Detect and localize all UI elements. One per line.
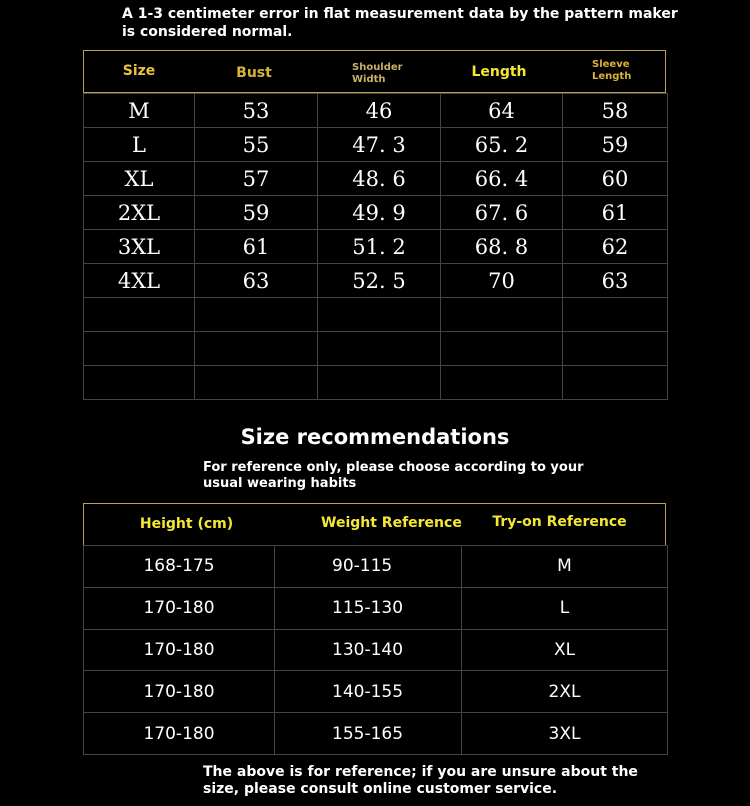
table-cell [563,298,668,332]
table-row [84,629,668,671]
header-bust: Bust [236,65,272,81]
table-cell: 53 [195,94,318,128]
table-cell: 51. 2 [318,230,441,264]
header-weight: Weight Reference [321,515,462,531]
table-cell: 58 [563,94,668,128]
table-cell [195,298,318,332]
table-cell: 61 [563,196,668,230]
table-cell: 3XL [84,230,195,264]
header-tryon: Try-on Reference [492,514,627,530]
table-row [84,366,668,400]
table-cell [441,298,563,332]
table-cell: 49. 9 [318,196,441,230]
recommendations-title: Size recommendations [240,425,510,449]
table-cell: 66. 4 [441,162,563,196]
table-cell [195,332,318,366]
table-cell: 61 [195,230,318,264]
table-cell: 62 [563,230,668,264]
table-cell: L [84,128,195,162]
table-cell: 155-165 [275,713,462,755]
table-cell [84,332,195,366]
table-cell [563,332,668,366]
size-chart-table [83,93,668,400]
table-cell: L [462,587,668,629]
recommendation-table-header [83,503,666,546]
table-row [84,332,668,366]
table-cell: 65. 2 [441,128,563,162]
table-cell [441,332,563,366]
table-cell: 55 [195,128,318,162]
table-cell: 63 [195,264,318,298]
table-cell [84,366,195,400]
bottom-note: The above is for reference; if you are unsure about the size, please consult online customer service. [203,764,638,797]
table-cell [318,332,441,366]
table-cell [318,298,441,332]
size-table-header [83,50,666,93]
table-row [84,196,668,230]
table-cell [195,366,318,400]
table-cell [563,366,668,400]
table-row [84,162,668,196]
table-cell: 70 [441,264,563,298]
table-cell: 170-180 [84,629,275,671]
table-cell: 59 [563,128,668,162]
table-row [84,671,668,713]
table-row [84,546,668,588]
measurement-error-note: A 1-3 centimeter error in flat measurement data by the pattern maker is considered normal. [122,6,678,40]
table-row [84,128,668,162]
header-size: Size [122,63,156,79]
table-row [84,230,668,264]
table-cell: 170-180 [84,671,275,713]
table-cell: 4XL [84,264,195,298]
table-row [84,713,668,755]
table-row [84,587,668,629]
header-shoulder-width: Shoulder Width [352,62,403,85]
table-cell: 130-140 [275,629,462,671]
table-cell: 60 [563,162,668,196]
table-cell: 170-180 [84,713,275,755]
table-row [84,94,668,128]
header-height: Height (cm) [139,516,234,532]
table-cell: 170-180 [84,587,275,629]
table-row [84,298,668,332]
table-cell: M [462,546,668,588]
table-cell: 140-155 [275,671,462,713]
table-cell: 63 [563,264,668,298]
recommendation-table [83,545,668,755]
table-cell: 57 [195,162,318,196]
table-cell [441,366,563,400]
table-cell: 2XL [462,671,668,713]
table-cell: XL [462,629,668,671]
table-cell: 47. 3 [318,128,441,162]
table-cell: 52. 5 [318,264,441,298]
table-cell: 64 [441,94,563,128]
table-cell: 90-115 [275,546,462,588]
table-cell [84,298,195,332]
table-cell: 46 [318,94,441,128]
header-length: Length [471,64,527,80]
table-cell: M [84,94,195,128]
table-cell [318,366,441,400]
table-cell: 67. 6 [441,196,563,230]
table-cell: 168-175 [84,546,275,588]
table-cell: 48. 6 [318,162,441,196]
table-cell: XL [84,162,195,196]
table-cell: 2XL [84,196,195,230]
table-cell: 3XL [462,713,668,755]
table-cell: 115-130 [275,587,462,629]
table-row [84,264,668,298]
table-cell: 68. 8 [441,230,563,264]
table-cell: 59 [195,196,318,230]
header-sleeve-length: Sleeve Length [592,59,632,82]
recommendations-note: For reference only, please choose according to your usual wearing habits [203,460,584,491]
